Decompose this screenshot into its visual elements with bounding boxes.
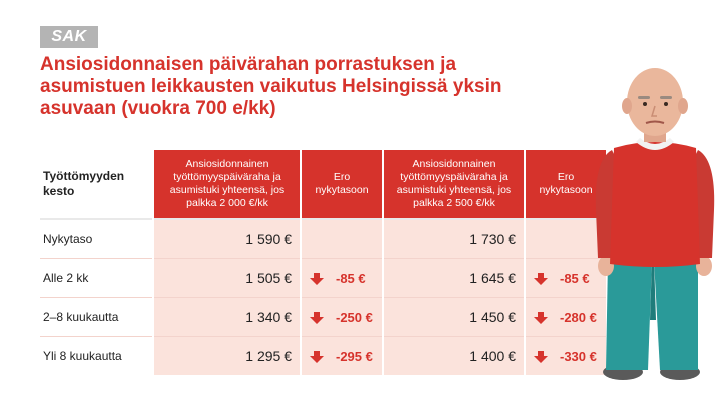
value-cell: 1 295 € xyxy=(153,337,301,376)
row-label: 2–8 kuukautta xyxy=(40,298,153,337)
value-cell: 1 645 € xyxy=(383,259,525,298)
diff-value: -295 € xyxy=(336,348,373,364)
value-cell: 1 730 € xyxy=(383,219,525,259)
arrow-down-icon xyxy=(534,312,548,324)
diff-cell xyxy=(301,298,383,337)
diff-value: -250 € xyxy=(336,309,373,325)
arrow-down-icon xyxy=(310,312,324,324)
diff-cell xyxy=(301,337,383,376)
row-label: Alle 2 kk xyxy=(40,259,153,298)
row-label: Yli 8 kuukautta xyxy=(40,337,153,376)
col-header-2500: Ansiosidonnainen työttömyyspäiväraha ja asumistuki yhteensä, jos palkka 2 500 €/kk xyxy=(383,150,525,219)
diff-value: -85 € xyxy=(336,270,366,286)
row-label: Nykytaso xyxy=(40,219,153,259)
table-row xyxy=(40,337,606,376)
value-cell: 1 340 € xyxy=(153,298,301,337)
col-header-2000: Ansiosidonnainen työttömyyspäiväraha ja asumistuki yhteensä, jos palkka 2 000 €/kk xyxy=(153,150,301,219)
comparison-table xyxy=(40,150,606,375)
diff-cell xyxy=(301,219,383,259)
diff-cell xyxy=(301,259,383,298)
row-header: Työttömyyden kesto xyxy=(40,150,153,219)
man-illustration xyxy=(590,60,720,404)
value-cell: 1 400 € xyxy=(383,337,525,376)
value-cell: 1 505 € xyxy=(153,259,301,298)
table-header-row xyxy=(40,150,606,219)
diff-value: -280 € xyxy=(560,309,597,325)
table-row xyxy=(40,298,606,337)
col-header-ero-2: Ero nykytasoon xyxy=(525,150,606,219)
diff-value: -330 € xyxy=(560,348,597,364)
arrow-down-icon xyxy=(310,351,324,363)
arrow-down-icon xyxy=(534,273,548,285)
value-cell: 1 590 € xyxy=(153,219,301,259)
arrow-down-icon xyxy=(310,273,324,285)
page-title: Ansiosidonnaisen päivärahan porrastuksen ja asumistuen leikkausten vaikutus Helsingissä yksin asuvaan (vuokra 700 e/kk) xyxy=(40,54,502,119)
arrow-down-icon xyxy=(534,351,548,363)
table-row xyxy=(40,219,606,259)
sak-logo: SAK xyxy=(40,26,98,48)
table-row xyxy=(40,259,606,298)
col-header-ero-1: Ero nykytasoon xyxy=(301,150,383,219)
diff-value: -85 € xyxy=(560,270,590,286)
value-cell: 1 450 € xyxy=(383,298,525,337)
